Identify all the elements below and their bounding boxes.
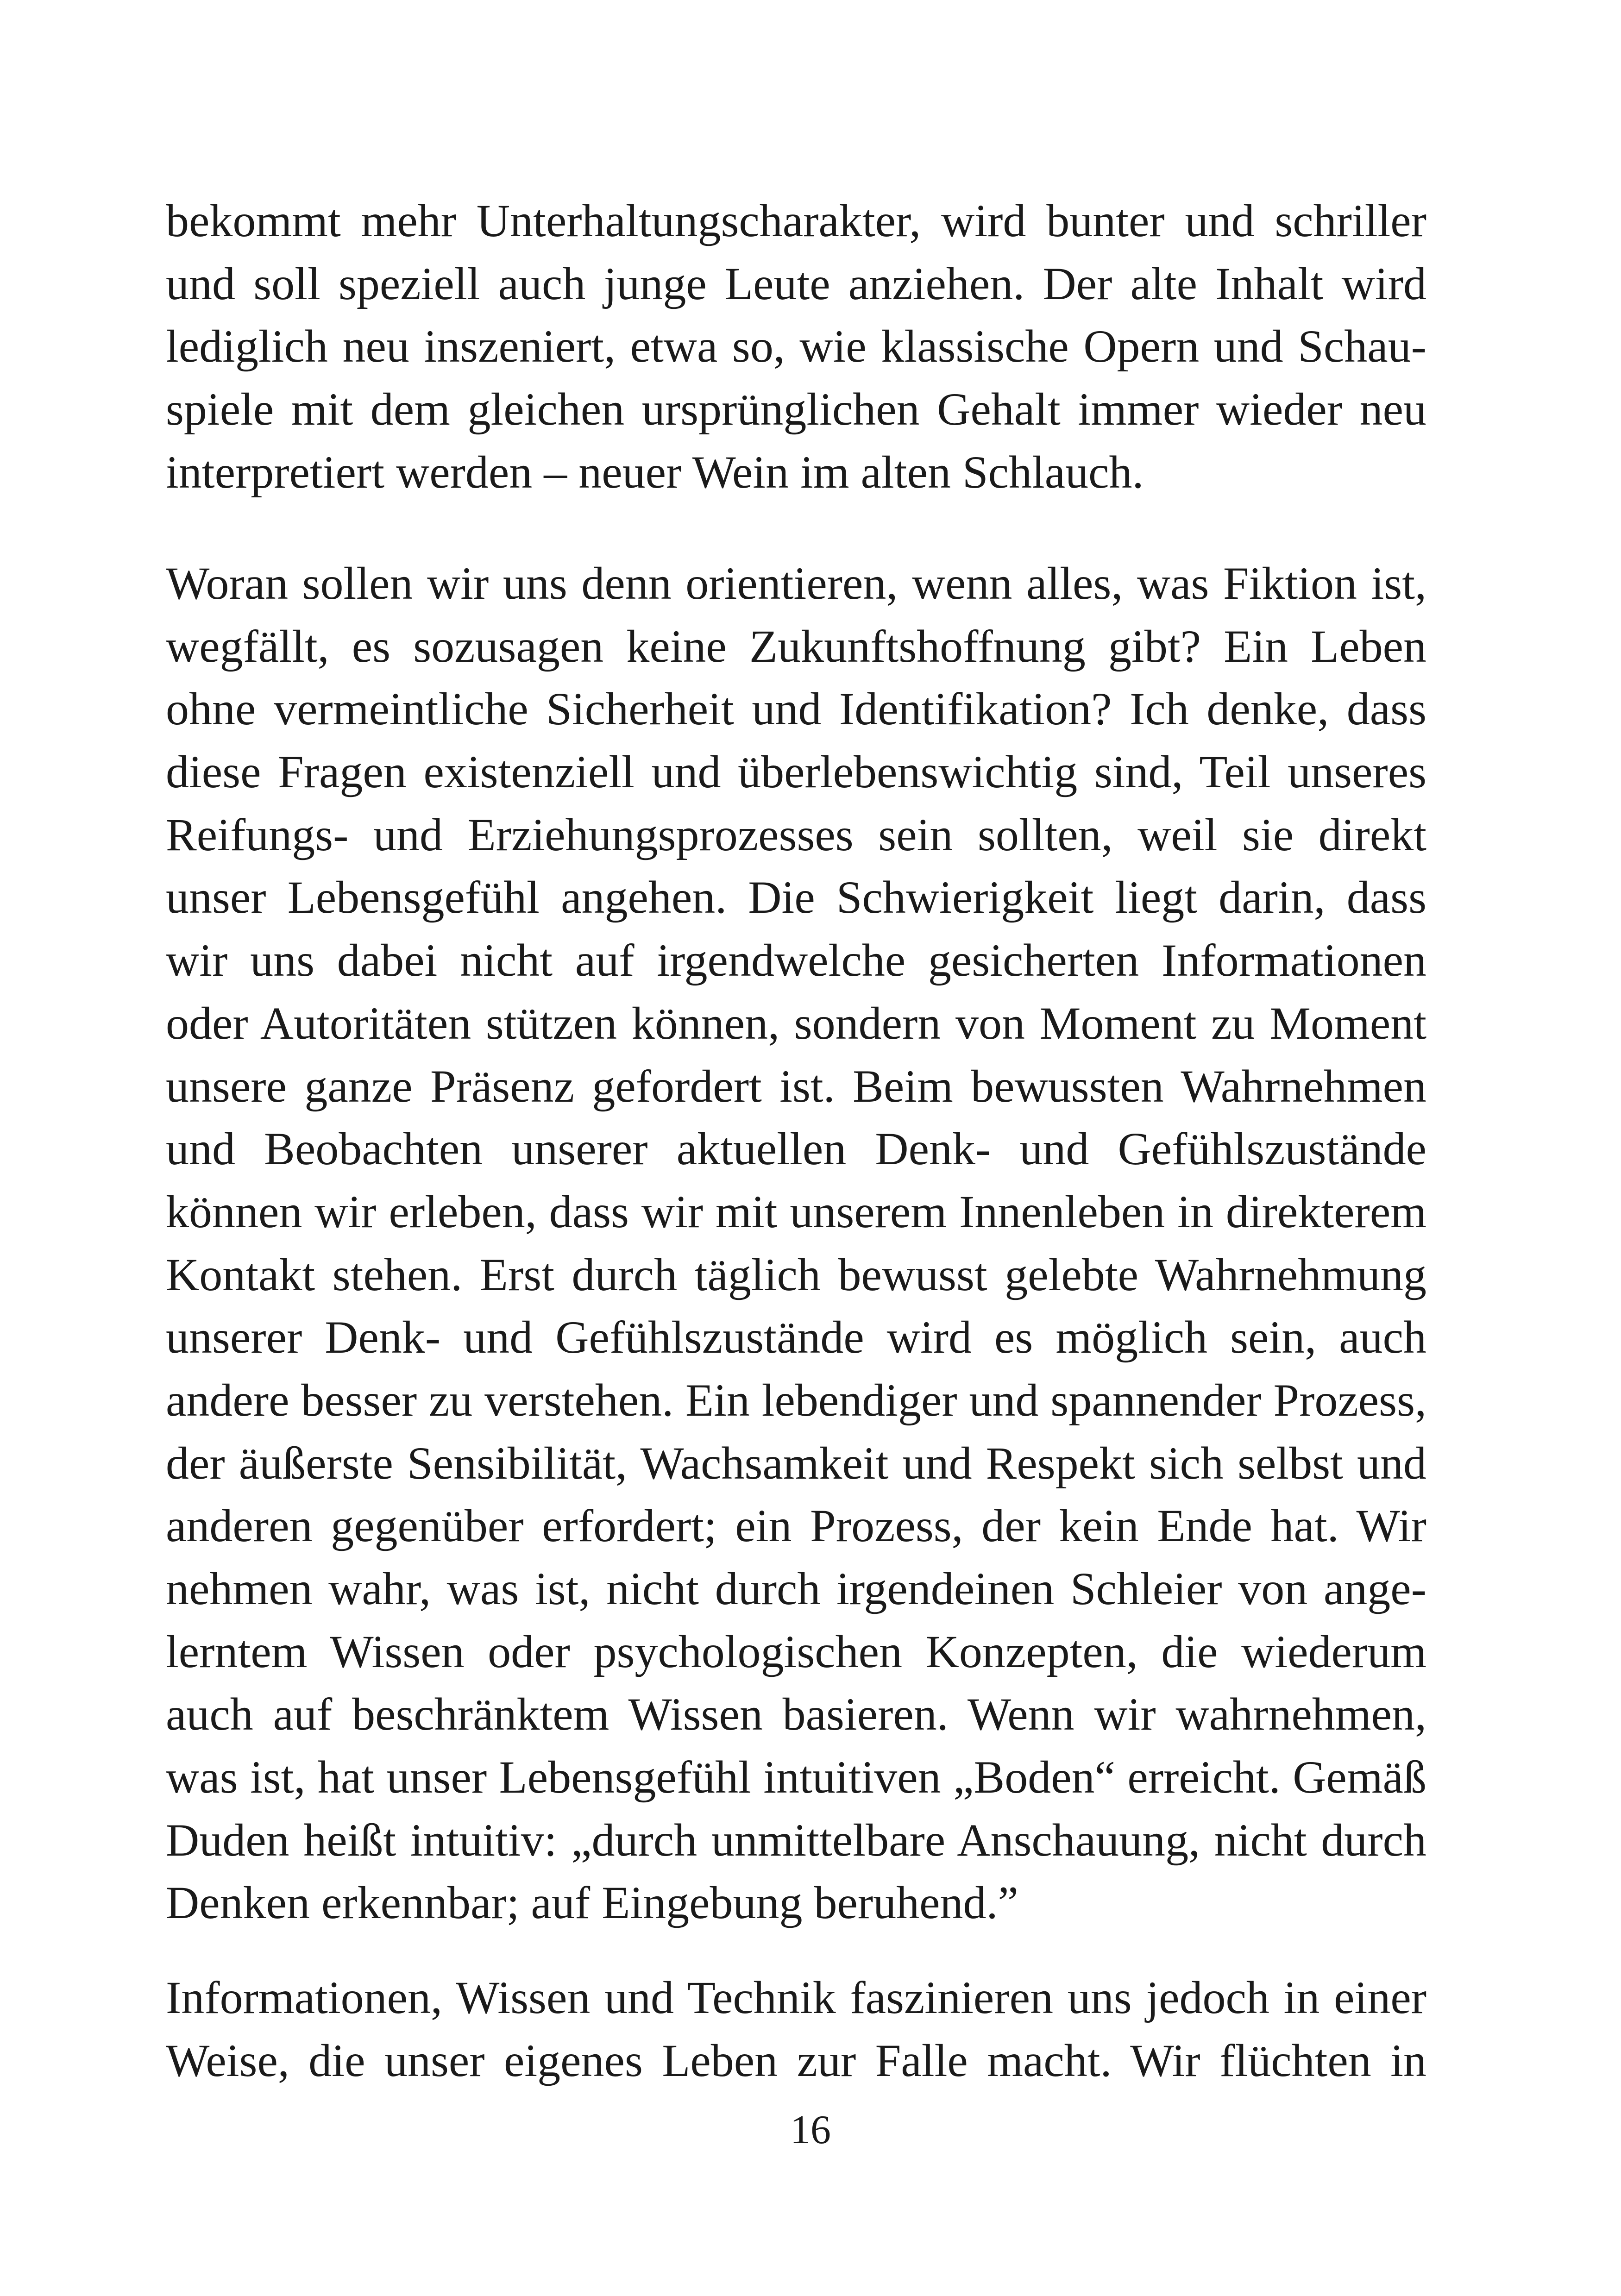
- text-line: anderen gegenüber erfordert; ein Prozess, der kein Ende hat. Wir: [166, 1500, 1426, 1552]
- text-line: können wir erleben, dass wir mit unserem Innenleben in direkterem: [166, 1186, 1426, 1237]
- text-line: was ist, hat unser Lebensgefühl intuitiven „Boden“ erreicht. Gemäß: [166, 1751, 1426, 1803]
- text-line: lerntem Wissen oder psychologischen Konzepten, die wiederum: [166, 1625, 1426, 1677]
- text-line: Reifungs- und Erziehungsprozesses sein sollten, weil sie direkt: [166, 809, 1426, 860]
- text-line: unserer Denk- und Gefühlszustände wird es möglich sein, auch: [166, 1311, 1426, 1363]
- text-line: diese Fragen existenziell und überlebenswichtig sind, Teil unseres: [166, 746, 1426, 798]
- paragraph-3: [166, 1966, 1426, 2092]
- text-line: andere besser zu verstehen. Ein lebendiger und spannender Prozess,: [166, 1374, 1426, 1426]
- text-line: bekommt mehr Unterhaltungscharakter, wird bunter und schriller: [166, 195, 1426, 246]
- text-line: interpretiert werden – neuer Wein im alten Schlauch.: [166, 446, 1144, 498]
- page-number: 16: [790, 2108, 831, 2152]
- text-line: wegfällt, es sozusagen keine Zukunftshoffnung gibt? Ein Leben: [166, 620, 1426, 672]
- text-line: wir uns dabei nicht auf irgendwelche gesicherten Informationen: [166, 935, 1426, 986]
- text-line: Denken erkennbar; auf Eingebung beruhend.”: [166, 1877, 1018, 1929]
- text-line: oder Autoritäten stützen können, sondern von Moment zu Moment: [166, 997, 1426, 1049]
- text-line: lediglich neu inszeniert, etwa so, wie klassische Opern und Schau-: [166, 320, 1426, 372]
- text-line: nehmen wahr, was ist, nicht durch irgendeinen Schleier von ange-: [166, 1563, 1426, 1614]
- text-line: Weise, die unser eigenes Leben zur Falle macht. Wir flüchten in: [166, 2034, 1426, 2086]
- text-line: und soll speziell auch junge Leute anziehen. Der alte Inhalt wird: [166, 257, 1426, 309]
- text-line: ohne vermeintliche Sicherheit und Identifikation? Ich denke, dass: [166, 683, 1426, 735]
- text-line: Woran sollen wir uns denn orientieren, wenn alles, was Fiktion ist,: [166, 558, 1426, 609]
- text-line: spiele mit dem gleichen ursprünglichen Gehalt immer wieder neu: [166, 383, 1426, 435]
- paragraph-1: [166, 189, 1426, 503]
- text-line: Kontakt stehen. Erst durch täglich bewusst gelebte Wahrnehmung: [166, 1248, 1426, 1300]
- text-line: Informationen, Wissen und Technik faszinieren uns jedoch in einer: [166, 1972, 1426, 2023]
- text-line: Duden heißt intuitiv: „durch unmittelbare Anschauung, nicht durch: [166, 1814, 1426, 1866]
- paragraph-2: [166, 552, 1426, 1934]
- text-line: unser Lebensgefühl angehen. Die Schwierigkeit liegt darin, dass: [166, 872, 1426, 923]
- text-line: und Beobachten unserer aktuellen Denk- und Gefühlszustände: [166, 1123, 1426, 1175]
- text-line: der äußerste Sensibilität, Wachsamkeit und Respekt sich selbst und: [166, 1437, 1426, 1489]
- text-line: auch auf beschränktem Wissen basieren. Wenn wir wahrnehmen,: [166, 1688, 1426, 1740]
- text-line: unsere ganze Präsenz gefordert ist. Beim bewussten Wahrnehmen: [166, 1060, 1426, 1112]
